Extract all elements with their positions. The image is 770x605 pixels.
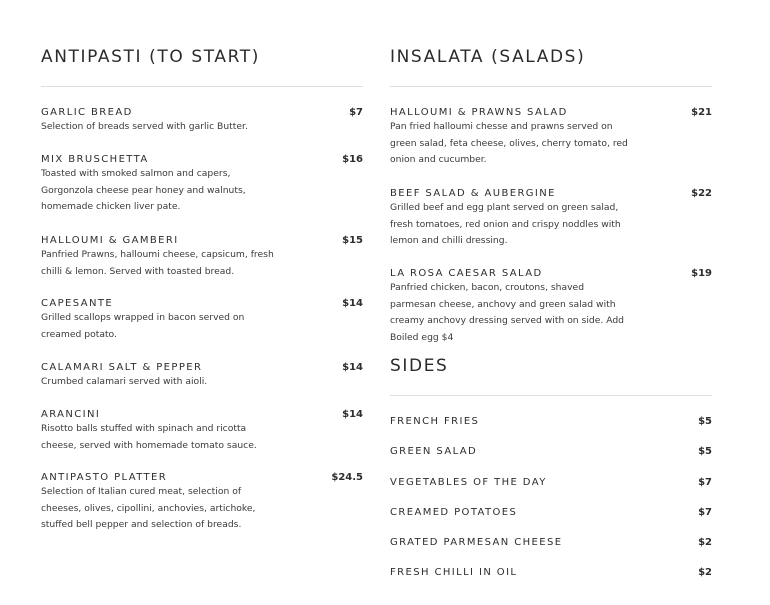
side-item-price: $5	[698, 416, 712, 427]
side-item-price: $2	[698, 567, 712, 578]
menu-item-price: $16	[342, 154, 363, 165]
side-item	[390, 477, 712, 488]
menu-item-description: Panfried chicken, bacon, croutons, shaved parmesan cheese, anchovy and green salad with creamy anchovy dressing served with on side. Add Boiled egg $4	[390, 282, 625, 343]
side-item-price: $5	[698, 446, 712, 457]
menu-item-price: $19	[691, 268, 712, 279]
sides-heading: SIDES	[390, 356, 449, 376]
side-item	[390, 537, 712, 548]
section-divider	[41, 86, 363, 87]
menu-item	[41, 362, 363, 391]
side-item-name: VEGETABLES OF THE DAY	[390, 477, 547, 488]
side-item-name: GRATED PARMESAN CHEESE	[390, 537, 563, 548]
side-item-name: GREEN SALAD	[390, 446, 478, 457]
side-item-name: CREAMED POTATOES	[390, 507, 518, 518]
menu-item-name: HALLOUMI & PRAWNS SALAD	[390, 107, 568, 118]
insalata-heading: INSALATA (SALADS)	[390, 47, 586, 67]
menu-item	[41, 298, 363, 343]
menu-item-name: MIX BRUSCHETTA	[41, 154, 149, 165]
menu-item-price: $24.5	[331, 472, 363, 483]
side-item-price: $2	[698, 537, 712, 548]
menu-item	[41, 107, 363, 136]
menu-item-description: Grilled beef and egg plant served on green salad, fresh tomatoes, red onion and crispy noddles with lemon and chilli dressing.	[390, 202, 621, 246]
side-item-name: FRENCH FRIES	[390, 416, 480, 427]
menu-item	[41, 409, 363, 454]
menu-item-name: CAPESANTE	[41, 298, 114, 309]
menu-item	[41, 154, 363, 216]
antipasti-heading: ANTIPASTI (TO START)	[41, 47, 261, 67]
menu-item-description: Selection of Italian cured meat, selection of cheeses, olives, cipollini, anchovies, artichoke, stuffed bell pepper and selection of breads.	[41, 486, 256, 530]
menu-item-description: Risotto balls stuffed with spinach and ricotta cheese, served with homemade tomato sauce.	[41, 423, 257, 451]
menu-item-name: LA ROSA CAESAR SALAD	[390, 268, 543, 279]
menu-item	[390, 188, 712, 250]
menu-item-price: $7	[349, 107, 363, 118]
menu-item-description: Crumbed calamari served with aioli.	[41, 376, 208, 387]
menu-item-description: Grilled scallops wrapped in bacon served on creamed potato.	[41, 312, 245, 340]
section-divider	[390, 395, 712, 396]
menu-item-description: Panfried Prawns, halloumi cheese, capsicum, fresh chilli & lemon. Served with toasted bread.	[41, 249, 274, 277]
menu-item-price: $21	[691, 107, 712, 118]
menu-item	[41, 472, 363, 534]
menu-item-price: $14	[342, 362, 363, 373]
side-item	[390, 416, 712, 427]
menu-item-name: ARANCINI	[41, 409, 101, 420]
side-item	[390, 567, 712, 578]
menu-item-name: CALAMARI SALT & PEPPER	[41, 362, 203, 373]
menu-item-price: $14	[342, 298, 363, 309]
side-item-price: $7	[698, 507, 712, 518]
menu-item-price: $22	[691, 188, 712, 199]
menu-item-description: Pan fried halloumi chesse and prawns served on green salad, feta cheese, olives, cherry tomato, red onion and cucumber.	[390, 121, 628, 165]
menu-item-description: Toasted with smoked salmon and capers, Gorgonzola cheese pear honey and walnuts, homemade chicken liver pate.	[41, 168, 246, 212]
side-item	[390, 507, 712, 518]
side-item	[390, 446, 712, 457]
menu-item-name: ANTIPASTO PLATTER	[41, 472, 168, 483]
side-item-name: FRESH CHILLI IN OIL	[390, 567, 518, 578]
menu-item-name: HALLOUMI & GAMBERI	[41, 235, 179, 246]
menu-item-description: Selection of breads served with garlic Butter.	[41, 121, 248, 132]
menu-item-price: $14	[342, 409, 363, 420]
menu-item	[390, 107, 712, 169]
section-divider	[390, 86, 712, 87]
menu-item-price: $15	[342, 235, 363, 246]
menu-item-name: BEEF SALAD & AUBERGINE	[390, 188, 556, 199]
menu-item-name: GARLIC BREAD	[41, 107, 133, 118]
menu-item	[41, 235, 363, 280]
side-item-price: $7	[698, 477, 712, 488]
menu-item	[390, 268, 712, 346]
